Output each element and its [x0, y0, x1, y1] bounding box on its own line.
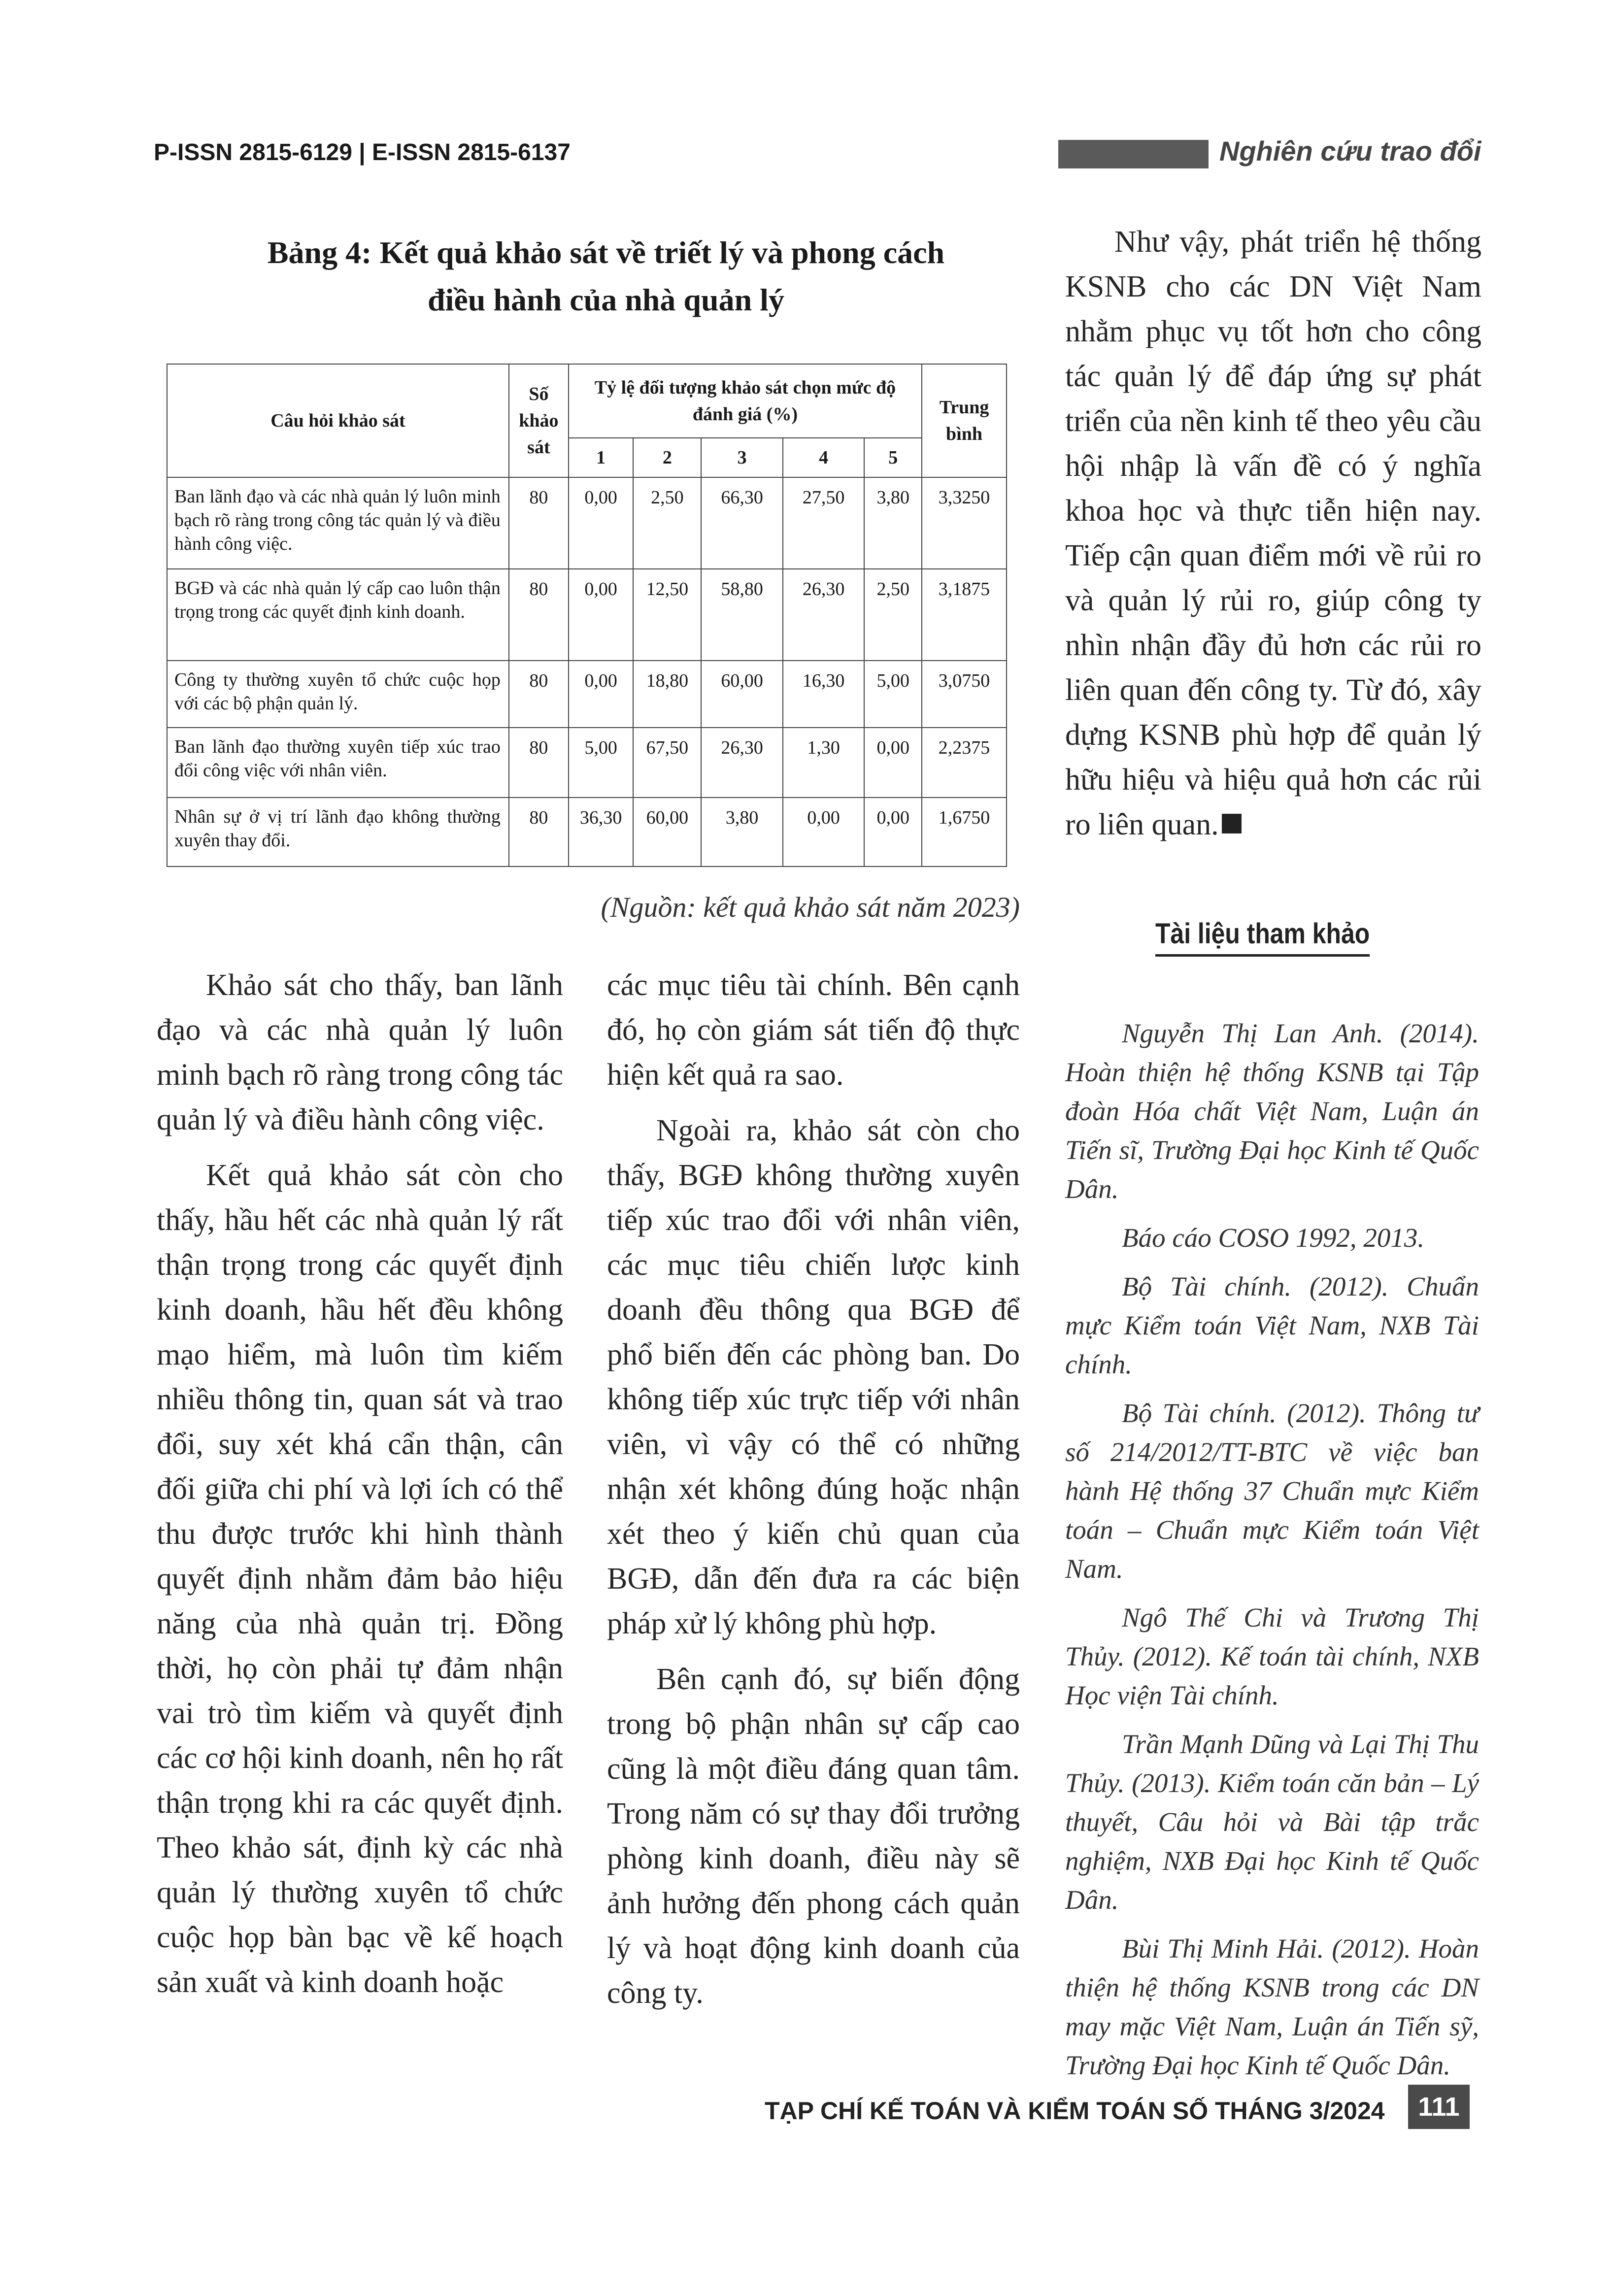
row-average: 3,3250	[922, 477, 1007, 569]
end-mark-icon	[1222, 814, 1242, 833]
row-count: 80	[509, 798, 569, 866]
header-level-3: 3	[701, 438, 783, 477]
row-p4: 1,30	[783, 728, 865, 798]
row-count: 80	[509, 477, 569, 569]
row-question: Ban lãnh đạo thường xuyên tiếp xúc trao đổi công việc với nhân viên.	[167, 728, 509, 798]
header-question: Câu hỏi khảo sát	[167, 364, 509, 477]
header-count-line-1: Số	[529, 384, 549, 404]
table-row	[167, 477, 1007, 569]
header-level-4: 4	[783, 438, 865, 477]
table-title	[177, 229, 1035, 324]
table-source: (Nguồn: kết quả khảo sát năm 2023)	[601, 891, 1020, 923]
row-p2: 60,00	[633, 798, 701, 866]
row-p2: 67,50	[633, 728, 701, 798]
section-bar	[1058, 140, 1209, 168]
row-average: 1,6750	[922, 798, 1007, 866]
header-count	[509, 364, 569, 477]
table-row	[167, 728, 1007, 798]
survey-table	[167, 364, 1007, 867]
row-p5: 2,50	[864, 569, 922, 661]
header-count-line-3: sát	[527, 437, 550, 458]
row-p4: 27,50	[783, 477, 865, 569]
row-p5: 5,00	[864, 661, 922, 728]
row-question: Công ty thường xuyên tổ chức cuộc họp với các bộ phận quản lý.	[167, 661, 509, 728]
row-p5: 0,00	[864, 798, 922, 866]
issn-line: P-ISSN 2815-6129 | E-ISSN 2815-6137	[154, 139, 571, 166]
row-p3: 26,30	[701, 728, 783, 798]
paragraph: Ngoài ra, khảo sát còn cho thấy, BGĐ không thường xuyên tiếp xúc trao đổi với nhân viên, các mục tiêu chiến lược kinh doanh đều thông qua BGĐ để phổ biến đến các phòng ban. Do không tiếp xúc trực tiếp với nhân viên, vì vậy có thể có những nhận xét không đúng hoặc nhận xét theo ý kiến chủ quan của BGĐ, dẫn đến đưa ra các biện pháp xử lý không phù hợp.	[607, 1114, 1020, 1640]
table-row	[167, 798, 1007, 866]
header-ratio: Tỷ lệ đối tượng khảo sát chọn mức độ đánh giá (%)	[569, 364, 922, 438]
header-level-5: 5	[864, 438, 922, 477]
row-p2: 18,80	[633, 661, 701, 728]
row-p3: 3,80	[701, 798, 783, 866]
reference-item: Nguyễn Thị Lan Anh. (2014). Hoàn thiện hệ thống KSNB tại Tập đoàn Hóa chất Việt Nam, Luận án Tiến sĩ, Trường Đại học Kinh tế Quốc Dân.	[1065, 1018, 1479, 1204]
paragraph: Bên cạnh đó, sự biến động trong bộ phận nhân sự cấp cao cũng là một điều đáng quan tâm. Trong năm có sự thay đổi trưởng phòng kinh doanh, điều này sẽ ảnh hưởng đến phong cách quản lý và hoạt động kinh doanh của công ty.	[607, 1663, 1020, 2010]
row-count: 80	[509, 661, 569, 728]
body-column-3	[1065, 220, 1481, 847]
row-p1: 0,00	[569, 569, 634, 661]
journal-name: TẠP CHÍ KẾ TOÁN VÀ KIỂM TOÁN SỐ THÁNG 3/2024	[765, 2097, 1385, 2125]
paragraph	[1065, 220, 1481, 847]
section-label: Nghiên cứu trao đổi	[1219, 135, 1481, 166]
body-column-1	[157, 963, 563, 2016]
reference-item: Trần Mạnh Dũng và Lại Thị Thu Thủy. (2013). Kiểm toán căn bản – Lý thuyết, Câu hỏi và Bài tập trắc nghiệm, NXB Đại học Kinh tế Quốc Dân.	[1065, 1729, 1479, 1915]
header-level-2: 2	[633, 438, 701, 477]
header-average: Trung bình	[922, 364, 1007, 477]
row-p1: 0,00	[569, 477, 634, 569]
reference-item: Bùi Thị Minh Hải. (2012). Hoàn thiện hệ thống KSNB trong các DN may mặc Việt Nam, Luận án Tiến sỹ, Trường Đại học Kinh tế Quốc Dân.	[1065, 1933, 1479, 2080]
row-count: 80	[509, 728, 569, 798]
row-p1: 36,30	[569, 798, 634, 866]
row-average: 2,2375	[922, 728, 1007, 798]
row-average: 3,0750	[922, 661, 1007, 728]
references-heading: Tài liệu tham khảo	[1155, 917, 1370, 957]
row-count: 80	[509, 569, 569, 661]
table-row	[167, 569, 1007, 661]
references-list	[1065, 1014, 1479, 2095]
paragraph: các mục tiêu tài chính. Bên cạnh đó, họ còn giám sát tiến độ thực hiện kết quả ra sao.	[607, 968, 1020, 1092]
conclusion-text: Như vậy, phát triển hệ thống KSNB cho các DN Việt Nam nhằm phục vụ tốt hơn cho công tác quản lý để đáp ứng sự phát triển của nền kinh tế theo yêu cầu hội nhập là vấn đề có ý nghĩa khoa học và thực tiễn hiện nay. Tiếp cận quan điểm mới về rủi ro và quản lý rủi ro, giúp công ty nhìn nhận đầy đủ hơn các rủi ro liên quan đến công ty. Từ đó, xây dựng KSNB phù hợp để quản lý hữu hiệu và hiệu quả hơn các rủi ro liên quan.	[1065, 225, 1481, 841]
header-level-1: 1	[569, 438, 634, 477]
table-title-line-1: Bảng 4: Kết quả khảo sát về triết lý và phong cách	[267, 235, 945, 270]
row-question: Nhân sự ở vị trí lãnh đạo không thường xuyên thay đổi.	[167, 798, 509, 866]
row-p1: 5,00	[569, 728, 634, 798]
row-average: 3,1875	[922, 569, 1007, 661]
row-question: Ban lãnh đạo và các nhà quản lý luôn minh bạch rõ ràng trong công tác quản lý và điều hành công việc.	[167, 477, 509, 569]
row-question: BGĐ và các nhà quản lý cấp cao luôn thận trọng trong các quyết định kinh doanh.	[167, 569, 509, 661]
row-p2: 12,50	[633, 569, 701, 661]
row-p4: 26,30	[783, 569, 865, 661]
reference-item: Bộ Tài chính. (2012). Thông tư số 214/2012/TT-BTC về việc ban hành Hệ thống 37 Chuẩn mực Kiểm toán – Chuẩn mực Kiểm toán Việt Nam.	[1065, 1398, 1479, 1584]
row-p4: 0,00	[783, 798, 865, 866]
table-title-line-2: điều hành của nhà quản lý	[428, 282, 784, 317]
row-p3: 58,80	[701, 569, 783, 661]
page-number: 111	[1408, 2085, 1470, 2129]
row-p2: 2,50	[633, 477, 701, 569]
row-p4: 16,30	[783, 661, 865, 728]
reference-item: Báo cáo COSO 1992, 2013.	[1122, 1223, 1425, 1253]
row-p5: 0,00	[864, 728, 922, 798]
row-p3: 60,00	[701, 661, 783, 728]
row-p3: 66,30	[701, 477, 783, 569]
paragraph: Kết quả khảo sát còn cho thấy, hầu hết các nhà quản lý rất thận trọng trong các quyết định kinh doanh, hầu hết đều không mạo hiểm, mà luôn tìm kiếm nhiều thông tin, quan sát và trao đổi, suy xét khá cẩn thận, cân đối giữa chi phí và lợi ích có thể thu được trước khi hình thành quyết định nhằm đảm bảo hiệu năng của nhà quản trị. Đồng thời, họ còn phải tự đảm nhận vai trò tìm kiếm và quyết định các cơ hội kinh doanh, nên họ rất thận trọng khi ra các quyết định. Theo khảo sát, định kỳ các nhà quản lý thường xuyên tổ chức cuộc họp bàn bạc về kế hoạch sản xuất và kinh doanh hoặc	[157, 1159, 563, 1999]
table-row	[167, 661, 1007, 728]
paragraph: Khảo sát cho thấy, ban lãnh đạo và các nhà quản lý luôn minh bạch rõ ràng trong công tác quản lý và điều hành công việc.	[157, 968, 563, 1136]
reference-item: Ngô Thế Chi và Trương Thị Thủy. (2012). Kế toán tài chính, NXB Học viện Tài chính.	[1065, 1602, 1479, 1710]
body-column-2	[607, 963, 1020, 2027]
reference-item: Bộ Tài chính. (2012). Chuẩn mực Kiểm toán Việt Nam, NXB Tài chính.	[1065, 1271, 1479, 1379]
row-p5: 3,80	[864, 477, 922, 569]
header-count-line-2: khảo	[519, 410, 559, 431]
row-p1: 0,00	[569, 661, 634, 728]
